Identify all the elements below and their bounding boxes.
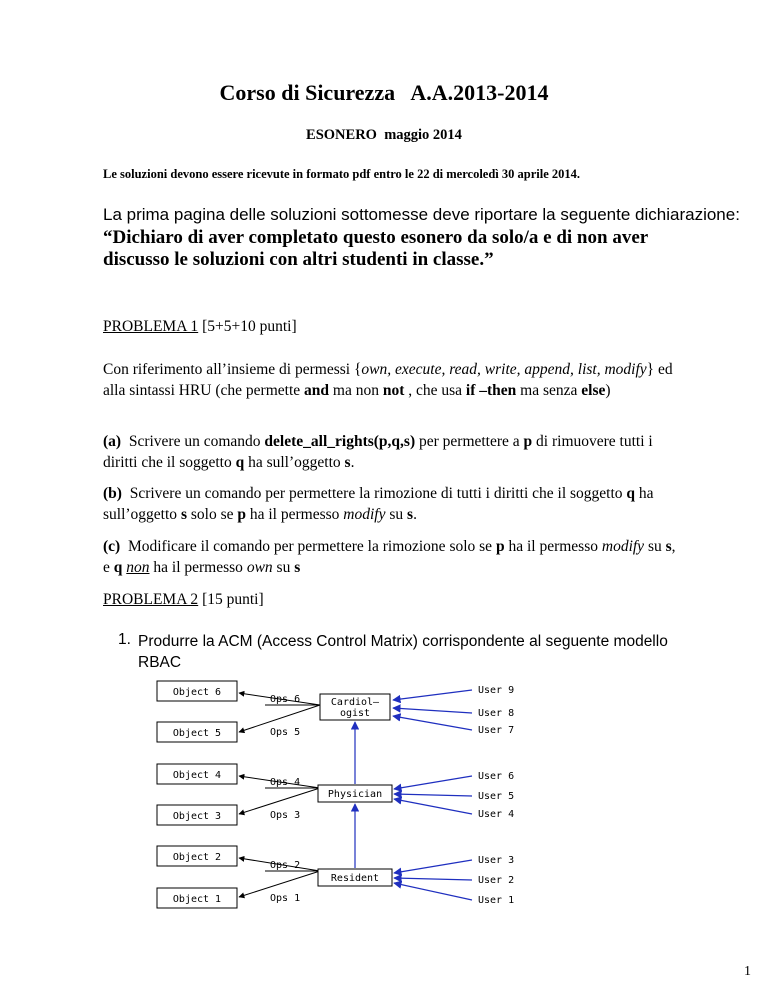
ops-label-2: Ops 2 bbox=[270, 860, 301, 871]
ops-label-4: Ops 4 bbox=[270, 777, 301, 788]
problem2-points: [15 punti] bbox=[202, 591, 264, 608]
user-label-5: User 5 bbox=[478, 791, 515, 802]
exam-subtitle: ESONERO maggio 2014 bbox=[306, 127, 462, 143]
svg-text:Resident: Resident bbox=[330, 873, 380, 884]
document-title: Corso di Sicurezza A.A.2013-2014 bbox=[219, 80, 549, 105]
problem1-part-c: (c) Modificare il comando per permettere la rimozione solo se p ha il permesso modify su s, e q non ha il permesso own su s bbox=[103, 538, 676, 576]
ops-label-3: Ops 3 bbox=[270, 810, 301, 821]
ops-label-6: Ops 6 bbox=[270, 694, 301, 705]
user-label-9: User 9 bbox=[478, 685, 515, 696]
user-label-1: User 1 bbox=[478, 895, 515, 906]
object-box-2 bbox=[157, 846, 237, 866]
svg-text:ogist: ogist bbox=[339, 708, 371, 719]
ops-label-1: Ops 1 bbox=[270, 893, 301, 904]
problem2-title: PROBLEMA 2 bbox=[103, 591, 199, 608]
svg-text:Object 4: Object 4 bbox=[172, 770, 222, 781]
rbac-diagram bbox=[150, 672, 530, 922]
object-box-4 bbox=[157, 764, 237, 784]
role-cardiologist bbox=[320, 694, 390, 720]
object-box-5 bbox=[157, 722, 237, 742]
svg-text:Object 5: Object 5 bbox=[172, 728, 222, 739]
problem2-item-text: Produrre la ACM (Access Control Matrix) corrispondente al seguente modello RBAC bbox=[138, 633, 668, 671]
svg-text:Object 2: Object 2 bbox=[172, 852, 222, 863]
problem2-item-number: 1. bbox=[118, 631, 131, 648]
svg-text:Object 1: Object 1 bbox=[172, 894, 222, 905]
submission-deadline: Le soluzioni devono essere ricevute in formato pdf entro le 22 di mercoledì 30 aprile 2014. bbox=[103, 167, 581, 181]
problem1-heading bbox=[103, 318, 297, 336]
svg-text:Object 6: Object 6 bbox=[172, 687, 222, 698]
object-box-6 bbox=[157, 681, 237, 701]
object-box-3 bbox=[157, 805, 237, 825]
role-physician bbox=[318, 785, 392, 802]
role-resident bbox=[318, 869, 392, 886]
problem1-points: [5+5+10 punti] bbox=[202, 318, 297, 335]
page-number: 1 bbox=[744, 964, 751, 979]
declaration-statement: “Dichiaro di aver completato questo esonero da solo/a e di non aver discusso le soluzioni con altri studenti in classe.” bbox=[103, 227, 648, 270]
user-label-3: User 3 bbox=[478, 855, 515, 866]
object-box-1 bbox=[157, 888, 237, 908]
user-label-7: User 7 bbox=[478, 725, 515, 736]
problem1-intro: Con riferimento all’insieme di permessi {own, execute, read, write, append, list, modify} ed alla sintassi HRU (che permette and ma non not , che usa if –then ma senza else) bbox=[103, 361, 673, 399]
problem1-part-b: (b) Scrivere un comando per permettere la rimozione di tutti i diritti che il soggetto q ha sull’oggetto s solo se p ha il permesso modify su s. bbox=[103, 485, 654, 523]
declaration-intro: La prima pagina delle soluzioni sottomesse deve riportare la seguente dichiarazione: bbox=[103, 205, 740, 224]
user-label-8: User 8 bbox=[478, 708, 515, 719]
problem2-heading bbox=[103, 591, 264, 609]
user-label-6: User 6 bbox=[478, 771, 515, 782]
problem1-part-a: (a) Scrivere un comando delete_all_rights(p,q,s) per permettere a p di rimuovere tutti i diritti che il soggetto q ha sull’oggetto s. bbox=[103, 433, 653, 471]
user-label-4: User 4 bbox=[478, 809, 515, 820]
user-label-2: User 2 bbox=[478, 875, 515, 886]
problem1-title: PROBLEMA 1 bbox=[103, 318, 199, 335]
ops-label-5: Ops 5 bbox=[270, 727, 301, 738]
svg-text:Physician: Physician bbox=[327, 789, 383, 800]
svg-text:Cardiol–: Cardiol– bbox=[330, 697, 380, 708]
svg-text:Object 3: Object 3 bbox=[172, 811, 222, 822]
